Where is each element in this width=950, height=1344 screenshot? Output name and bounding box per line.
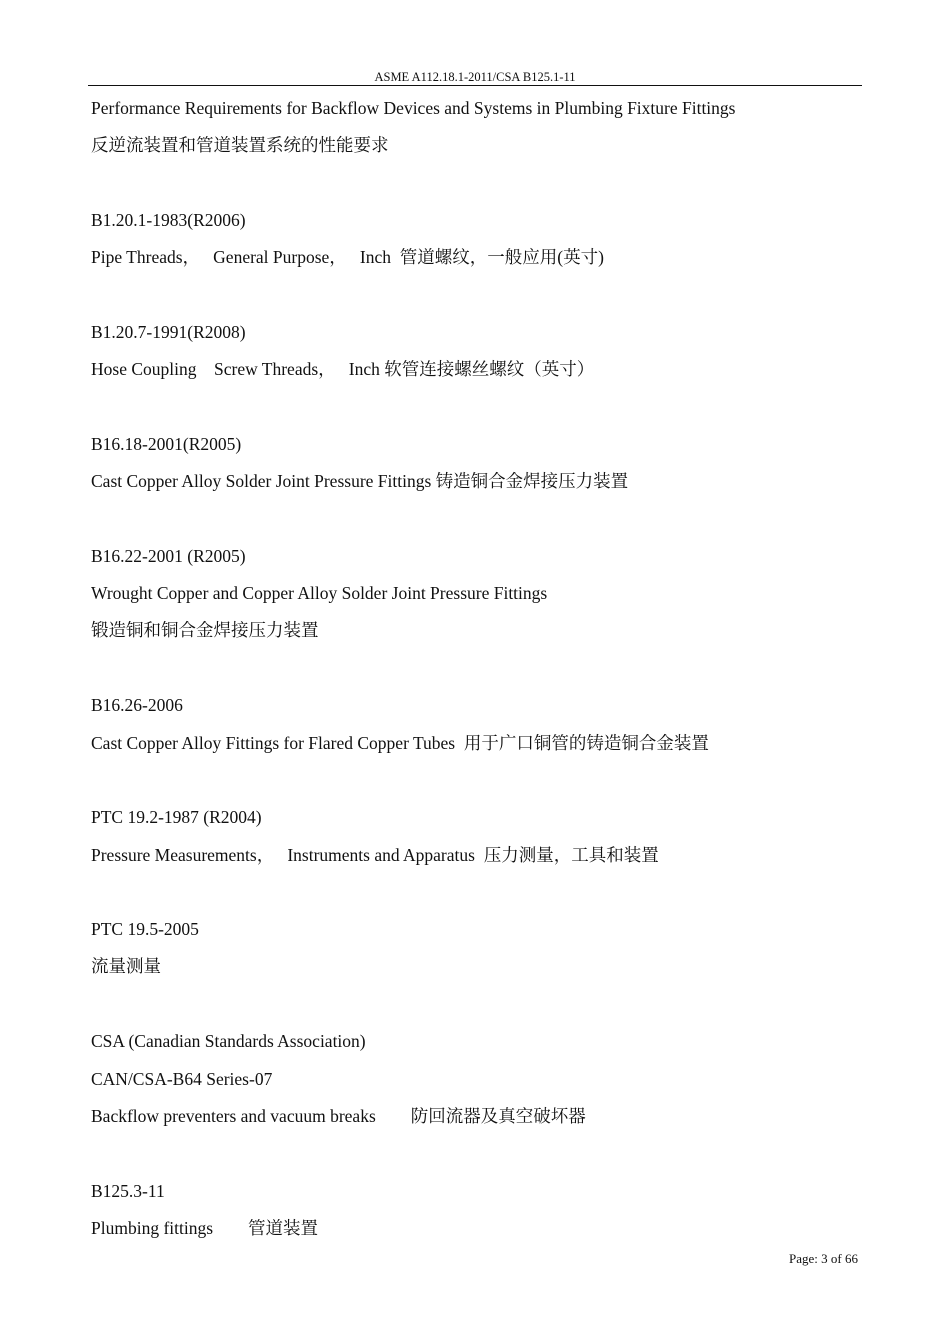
running-title: ASME A112.18.1-2011/CSA B125.1-11 bbox=[374, 70, 576, 84]
standard-title-wrought-copper-en: Wrought Copper and Copper Alloy Solder Joint Pressure Fittings bbox=[91, 583, 548, 603]
page-header bbox=[88, 70, 862, 86]
standard-code-b125-3: B125.3-11 bbox=[91, 1181, 165, 1201]
standard-code-b16-26: B16.26-2006 bbox=[91, 695, 183, 715]
standard-title-flared-copper: Cast Copper Alloy Fittings for Flared Copper Tubes 用于广口铜管的铸造铜合金装置 bbox=[91, 733, 709, 753]
standard-title-wrought-copper-zh: 锻造铜和铜合金焊接压力装置 bbox=[91, 620, 319, 640]
standard-code-b16-22: B16.22-2001 (R2005) bbox=[91, 546, 246, 566]
standard-code-ptc-19-5: PTC 19.5-2005 bbox=[91, 919, 199, 939]
page-number: Page: 3 of 66 bbox=[789, 1251, 858, 1266]
standard-title-plumbing-fittings: Plumbing fittings 管道装置 bbox=[91, 1218, 319, 1238]
standard-code-ptc-19-2: PTC 19.2-1987 (R2004) bbox=[91, 807, 262, 827]
standard-title-flow-measurement: 流量测量 bbox=[91, 956, 161, 976]
standard-code-b1-20-7: B1.20.7-1991(R2008) bbox=[91, 322, 246, 342]
standard-title-pressure-measurements: Pressure Measurements， Instruments and Apparatus 压力测量，工具和装置 bbox=[91, 845, 659, 865]
organization-csa: CSA (Canadian Standards Association) bbox=[91, 1031, 366, 1051]
standard-title-pipe-threads: Pipe Threads， General Purpose， Inch 管道螺纹，一般应用(英寸) bbox=[91, 247, 604, 267]
standard-title-backflow-preventers: Backflow preventers and vacuum breaks 防回流器及真空破坏器 bbox=[91, 1106, 586, 1126]
text-line-backflow-title-zh: 反逆流装置和管道装置系统的性能要求 bbox=[91, 135, 389, 155]
standard-title-hose-coupling: Hose Coupling Screw Threads， Inch 软管连接螺丝螺纹（英寸） bbox=[91, 359, 595, 379]
standard-code-b1-20-1: B1.20.1-1983(R2006) bbox=[91, 210, 246, 230]
standard-code-can-csa-b64: CAN/CSA-B64 Series-07 bbox=[91, 1069, 273, 1089]
standard-title-cast-copper-solder: Cast Copper Alloy Solder Joint Pressure Fittings 铸造铜合金焊接压力装置 bbox=[91, 471, 629, 491]
standard-code-b16-18: B16.18-2001(R2005) bbox=[91, 434, 242, 454]
text-line-backflow-title-en: Performance Requirements for Backflow Devices and Systems in Plumbing Fixture Fittings bbox=[91, 98, 736, 118]
